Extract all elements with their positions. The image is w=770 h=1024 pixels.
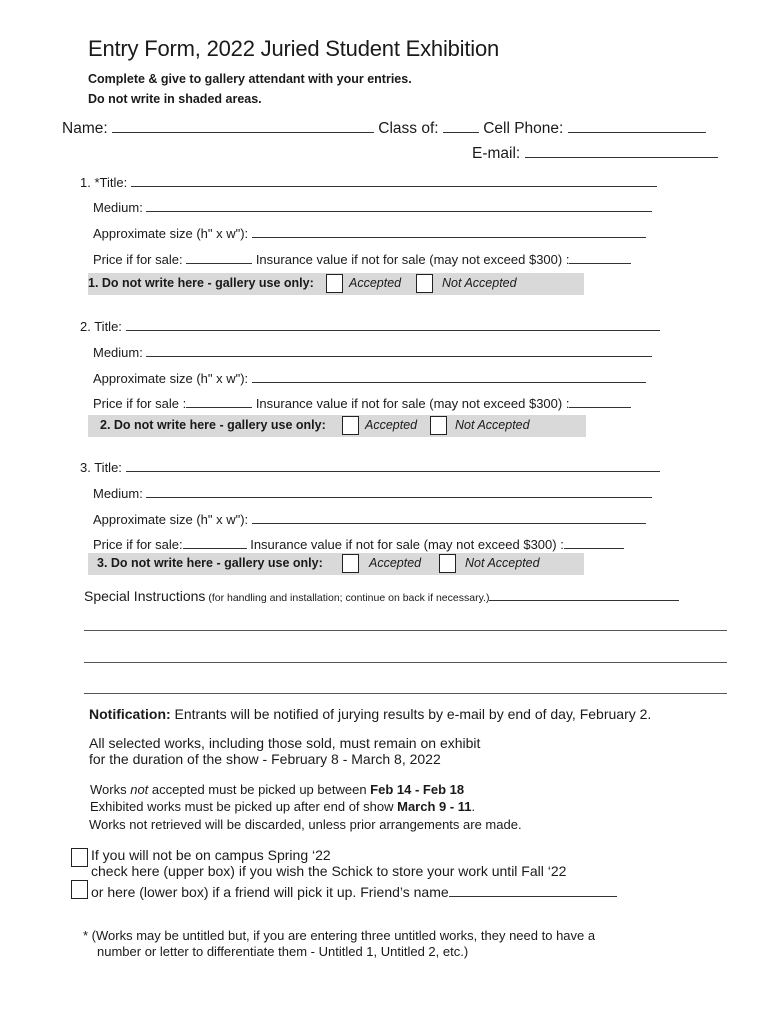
name-row (62, 118, 706, 138)
class-of-field[interactable] (443, 118, 479, 133)
entry-3-gallery-label: 3. Do not write here - gallery use only: (97, 556, 323, 570)
campus-line-3 (91, 882, 617, 900)
special-instructions-field[interactable] (489, 590, 679, 601)
pickup-line-1 (90, 782, 464, 797)
footnote-line-2: number or letter to differentiate them - Untitled 1, Untitled 2, etc.) (97, 944, 469, 959)
entry-2-price-row (93, 393, 631, 411)
entry-3-not-accepted-checkbox[interactable] (439, 554, 456, 573)
exhibit-line-2: for the duration of the show - February 8 - March 8, 2022 (89, 751, 441, 767)
entry-1-price-field[interactable] (186, 249, 252, 264)
entry-3-price-label: Price if for sale: (93, 537, 183, 552)
entry-2-medium-row (93, 342, 652, 360)
entry-2-insurance-field[interactable] (569, 393, 631, 408)
entry-1-medium-field[interactable] (146, 197, 652, 212)
pickup-b1: Exhibited works must be picked up after end of show (90, 799, 398, 814)
entry-2-size-label: Approximate size (h" x w"): (93, 371, 252, 386)
pickup-b-dates: March 9 - 11 (397, 799, 472, 814)
notification-body: Entrants will be notified of jurying results by e-mail by end of day, February 2. (170, 706, 652, 722)
entry-1-price-label: Price if for sale: (93, 252, 187, 267)
entry-1-title-row (80, 172, 657, 190)
pickup-not: not (130, 782, 149, 797)
notification-text (89, 706, 651, 722)
name-field[interactable] (112, 118, 374, 133)
pickup-line-3: Works not retrieved will be discarded, unless prior arrangements are made. (89, 817, 522, 832)
entry-2-gallery-box (88, 415, 586, 437)
entry-3-insurance-label: Insurance value if not for sale (may not exceed $300) : (246, 537, 564, 552)
entry-3-title-row (80, 457, 660, 475)
entry-2-accepted-checkbox[interactable] (342, 416, 359, 435)
entry-1-insurance-label: Insurance value if not for sale (may not exceed $300) : (252, 252, 570, 267)
pickup-a1: Works (90, 782, 131, 797)
pickup-b2: . (471, 799, 476, 814)
email-row (472, 143, 718, 163)
entry-2-medium-label: Medium: (93, 345, 147, 360)
entry-1-gallery-box (88, 273, 584, 295)
entry-1-insurance-field[interactable] (569, 249, 631, 264)
friend-name-field[interactable] (449, 882, 617, 897)
entry-1-gallery-label: 1. Do not write here - gallery use only: (88, 276, 314, 290)
special-instructions-label: Special Instructions (84, 588, 206, 604)
entry-2-not-accepted-label: Not Accepted (455, 418, 530, 432)
entry-2-insurance-label: Insurance value if not for sale (may not exceed $300) : (252, 396, 570, 411)
entry-3-medium-field[interactable] (146, 483, 652, 498)
entry-1-size-field[interactable] (252, 223, 646, 238)
entry-1-not-accepted-label: Not Accepted (442, 276, 517, 290)
notification-label: Notification: (89, 706, 171, 722)
entry-1-title-field[interactable] (131, 172, 657, 187)
entry-2-title-field[interactable] (126, 316, 660, 331)
entry-3-price-row (93, 534, 624, 552)
entry-3-medium-label: Medium: (93, 486, 147, 501)
instruction-line-1: Complete & give to gallery attendant with your entries. (88, 72, 412, 86)
entry-2-price-field[interactable] (186, 393, 252, 408)
name-label: Name: (62, 120, 112, 137)
footnote-line-1: * (Works may be untitled but, if you are entering three untitled works, they need to have a (83, 928, 596, 943)
entry-1-price-row (93, 249, 631, 267)
entry-2-size-field[interactable] (252, 368, 646, 383)
entry-1-medium-label: Medium: (93, 200, 147, 215)
entry-2-title-label: 2. Title: (80, 319, 126, 334)
special-instructions-note: (for handling and installation; continue on back if necessary.) (205, 592, 490, 604)
entry-3-title-label: 3. Title: (80, 460, 126, 475)
entry-2-accepted-label: Accepted (365, 418, 418, 432)
entry-3-gallery-box (88, 553, 584, 575)
class-of-label: Class of: (378, 120, 443, 137)
email-label: E-mail: (472, 145, 525, 162)
entry-3-size-row (93, 509, 646, 527)
entry-2-medium-field[interactable] (146, 342, 652, 357)
exhibit-line-1: All selected works, including those sold, must remain on exhibit (89, 735, 481, 751)
pickup-a-dates: Feb 14 - Feb 18 (370, 782, 465, 797)
friend-name-label: or here (lower box) if a friend will pick it up. Friend’s name (91, 884, 449, 900)
pickup-a2: accepted must be picked up between (148, 782, 371, 797)
store-work-checkbox[interactable] (71, 848, 88, 867)
entry-1-accepted-label: Accepted (349, 276, 402, 290)
entry-1-medium-row (93, 197, 652, 215)
pickup-line-2 (90, 799, 475, 814)
entry-3-accepted-checkbox[interactable] (342, 554, 359, 573)
special-instructions-line-3[interactable] (84, 693, 727, 694)
friend-pickup-checkbox[interactable] (71, 880, 88, 899)
entry-1-not-accepted-checkbox[interactable] (416, 274, 433, 293)
entry-3-not-accepted-label: Not Accepted (465, 556, 540, 570)
special-instructions-line-2[interactable] (84, 662, 727, 663)
campus-line-2: check here (upper box) if you wish the Schick to store your work until Fall ‘22 (91, 863, 567, 879)
entry-2-not-accepted-checkbox[interactable] (430, 416, 447, 435)
special-instructions-line-1[interactable] (84, 630, 727, 631)
cell-phone-label: Cell Phone: (483, 120, 568, 137)
entry-2-title-row (80, 316, 660, 334)
entry-2-size-row (93, 368, 646, 386)
entry-1-size-label: Approximate size (h" x w"): (93, 226, 252, 241)
entry-3-size-field[interactable] (252, 509, 646, 524)
entry-3-price-field[interactable] (183, 534, 247, 549)
campus-line-1: If you will not be on campus Spring ‘22 (91, 847, 331, 863)
email-field[interactable] (525, 143, 718, 158)
entry-2-price-label: Price if for sale : (93, 396, 187, 411)
entry-3-accepted-label: Accepted (369, 556, 422, 570)
cell-phone-field[interactable] (568, 118, 706, 133)
entry-3-title-field[interactable] (126, 457, 660, 472)
entry-3-size-label: Approximate size (h" x w"): (93, 512, 252, 527)
entry-1-accepted-checkbox[interactable] (326, 274, 343, 293)
entry-1-title-label: 1. *Title: (80, 175, 131, 190)
form-title: Entry Form, 2022 Juried Student Exhibition (88, 36, 500, 61)
entry-3-medium-row (93, 483, 652, 501)
entry-2-gallery-label: 2. Do not write here - gallery use only: (100, 418, 326, 432)
entry-1-size-row (93, 223, 646, 241)
instruction-line-2: Do not write in shaded areas. (88, 92, 262, 106)
special-instructions-row (84, 588, 679, 604)
entry-3-insurance-field[interactable] (564, 534, 624, 549)
